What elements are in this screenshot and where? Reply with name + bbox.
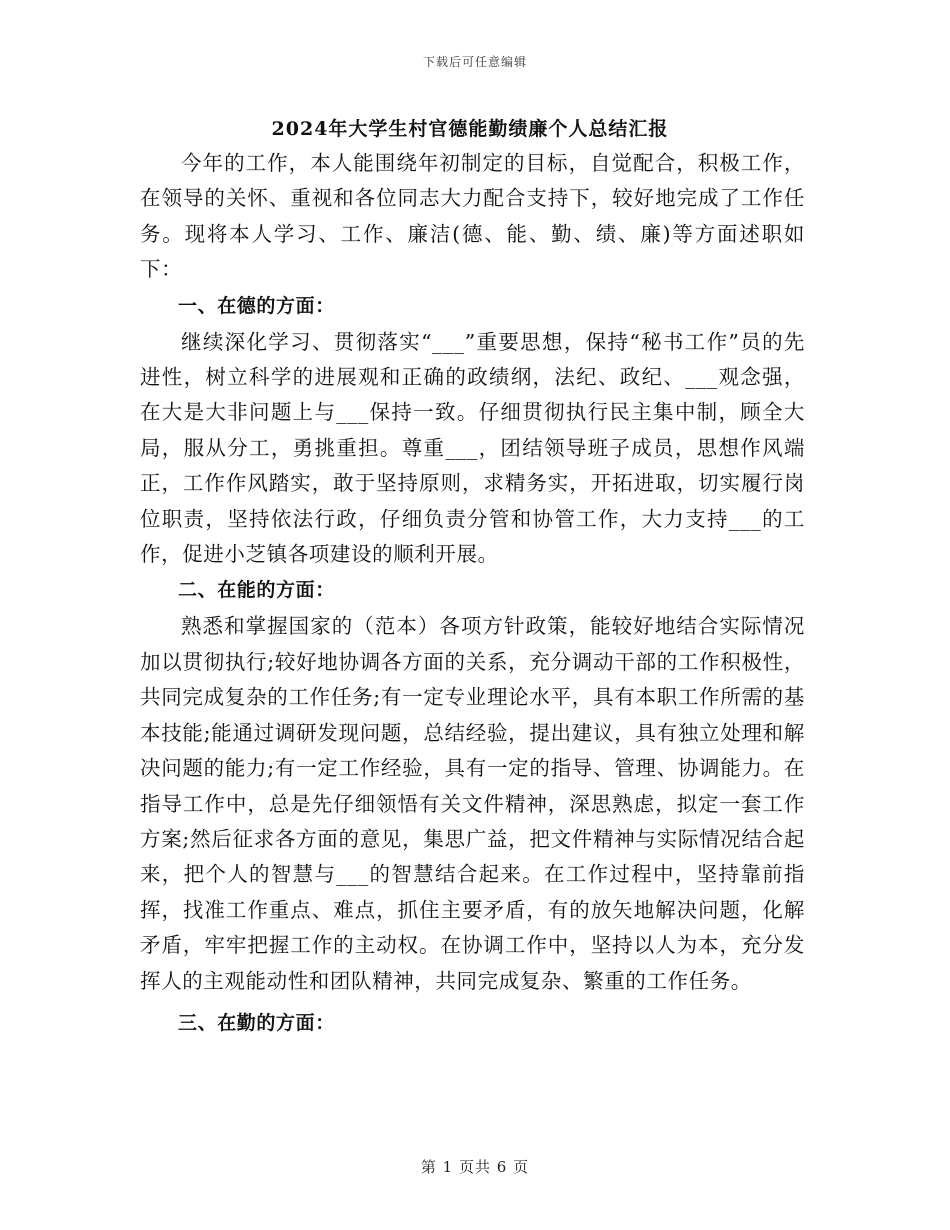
section-heading-qin: 三、在勤的方面： xyxy=(178,1011,335,1034)
document-title: 2024年大学生村官德能勤绩廉个人总结汇报 xyxy=(271,118,669,140)
header-note: 下载后可任意编辑 xyxy=(422,55,527,69)
section-heading-neng: 二、在能的方面： xyxy=(178,579,335,602)
intro-paragraph: 今年的工作，本人能围绕年初制定的目标，自觉配合，积极工作，在领导的关怀、重视和各位同志大力配合支持下，较好地完成了工作任务。现将本人学习、工作、廉洁(德、能、勤、绩、廉)等方面述职如下： xyxy=(140,151,805,282)
document-body xyxy=(140,146,805,1042)
section-heading-de: 一、在德的方面： xyxy=(178,294,335,317)
section-paragraph-de: 继续深化学习、贯彻落实“___”重要思想，保持“秘书工作”员的先进性，树立科学的进展观和正确的政绩纲，法纪、政纪、___观念强，在大是大非问题上与___保持一致。仔细贯彻执行民主集中制，顾全大局，服从分工，勇挑重担。尊重___，团结领导班子成员，思想作风端正，工作作风踏实，敢于坚持原则，求精务实，开拓进取，切实履行岗位职责，坚持依法行政，仔细负责分管和协管工作，大力支持___的工作，促进小芝镇各项建设的顺利开展。 xyxy=(140,329,805,567)
page-number: 第 1 页共 6 页 xyxy=(420,1158,530,1176)
section-paragraph-neng: 熟悉和掌握国家的（范本）各项方针政策，能较好地结合实际情况加以贯彻执行;较好地协调各方面的关系，充分调动干部的工作积极性，共同完成复杂的工作任务;有一定专业理论水平，具有本职工作所需的基本技能;能通过调研发现问题，总结经验，提出建议，具有独立处理和解决问题的能力;有一定工作经验，具有一定的指导、管理、协调能力。在指导工作中，总是先仔细领悟有关文件精神，深思熟虑，拟定一套工作方案;然后征求各方面的意见，集思广益，把文件精神与实际情况结合起来，把个人的智慧与___的智慧结合起来。在工作过程中，坚持靠前指挥，找准工作重点、难点，抓住主要矛盾，有的放矢地解决问题，化解矛盾，牢牢把握工作的主动权。在协调工作中，坚持以人为本，充分发挥人的主观能动性和团队精神，共同完成复杂、繁重的工作任务。 xyxy=(140,614,805,993)
